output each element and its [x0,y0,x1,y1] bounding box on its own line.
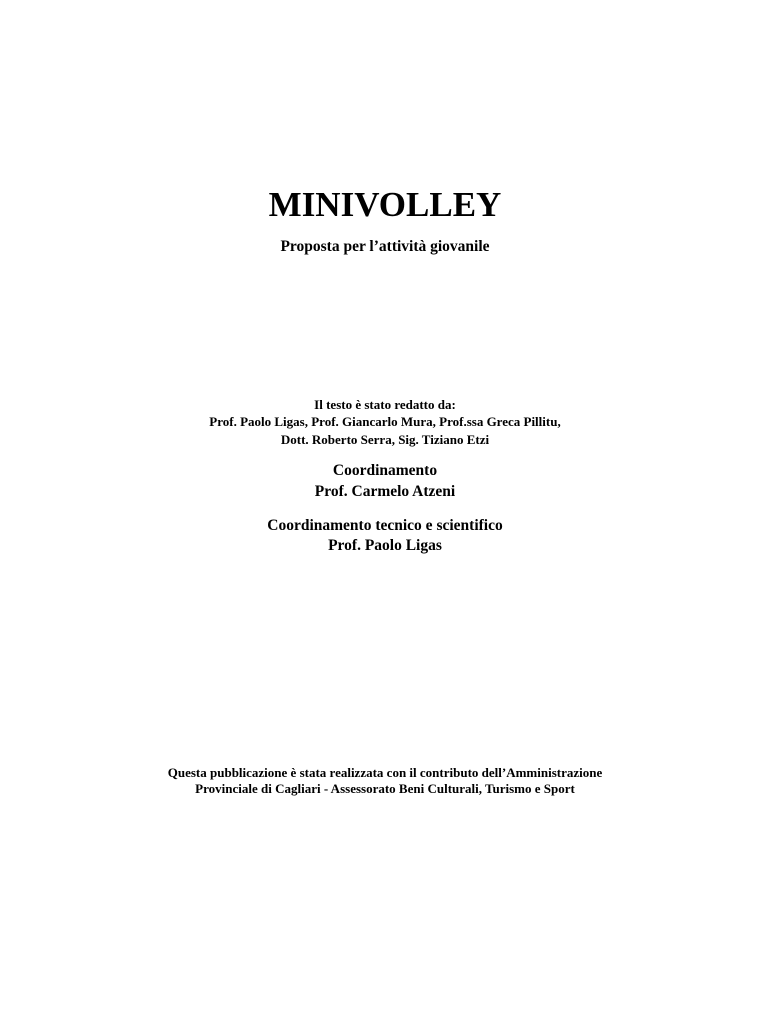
authors-intro: Il testo è stato redatto da: [314,397,456,412]
coordination-heading: Coordinamento [332,462,438,479]
document-subtitle: Proposta per l’attività giovanile [280,238,490,255]
coordination-name: Prof. Carmelo Atzeni [314,483,456,500]
technical-coordination-name: Prof. Paolo Ligas [328,537,442,554]
authors-line: Dott. Roberto Serra, Sig. Tiziano Etzi [280,432,490,447]
document-title: MINIVOLLEY [268,185,502,224]
authors-line: Prof. Paolo Ligas, Prof. Giancarlo Mura, Prof.ssa Greca Pillitu, [209,414,561,429]
technical-coordination-heading: Coordinamento tecnico e scientifico [267,517,503,534]
publication-credit-line: Questa pubblicazione è stata realizzata con il contributo dell’Amministrazione [167,765,603,780]
publication-credit-line: Provinciale di Cagliari - Assessorato Beni Culturali, Turismo e Sport [195,781,575,796]
